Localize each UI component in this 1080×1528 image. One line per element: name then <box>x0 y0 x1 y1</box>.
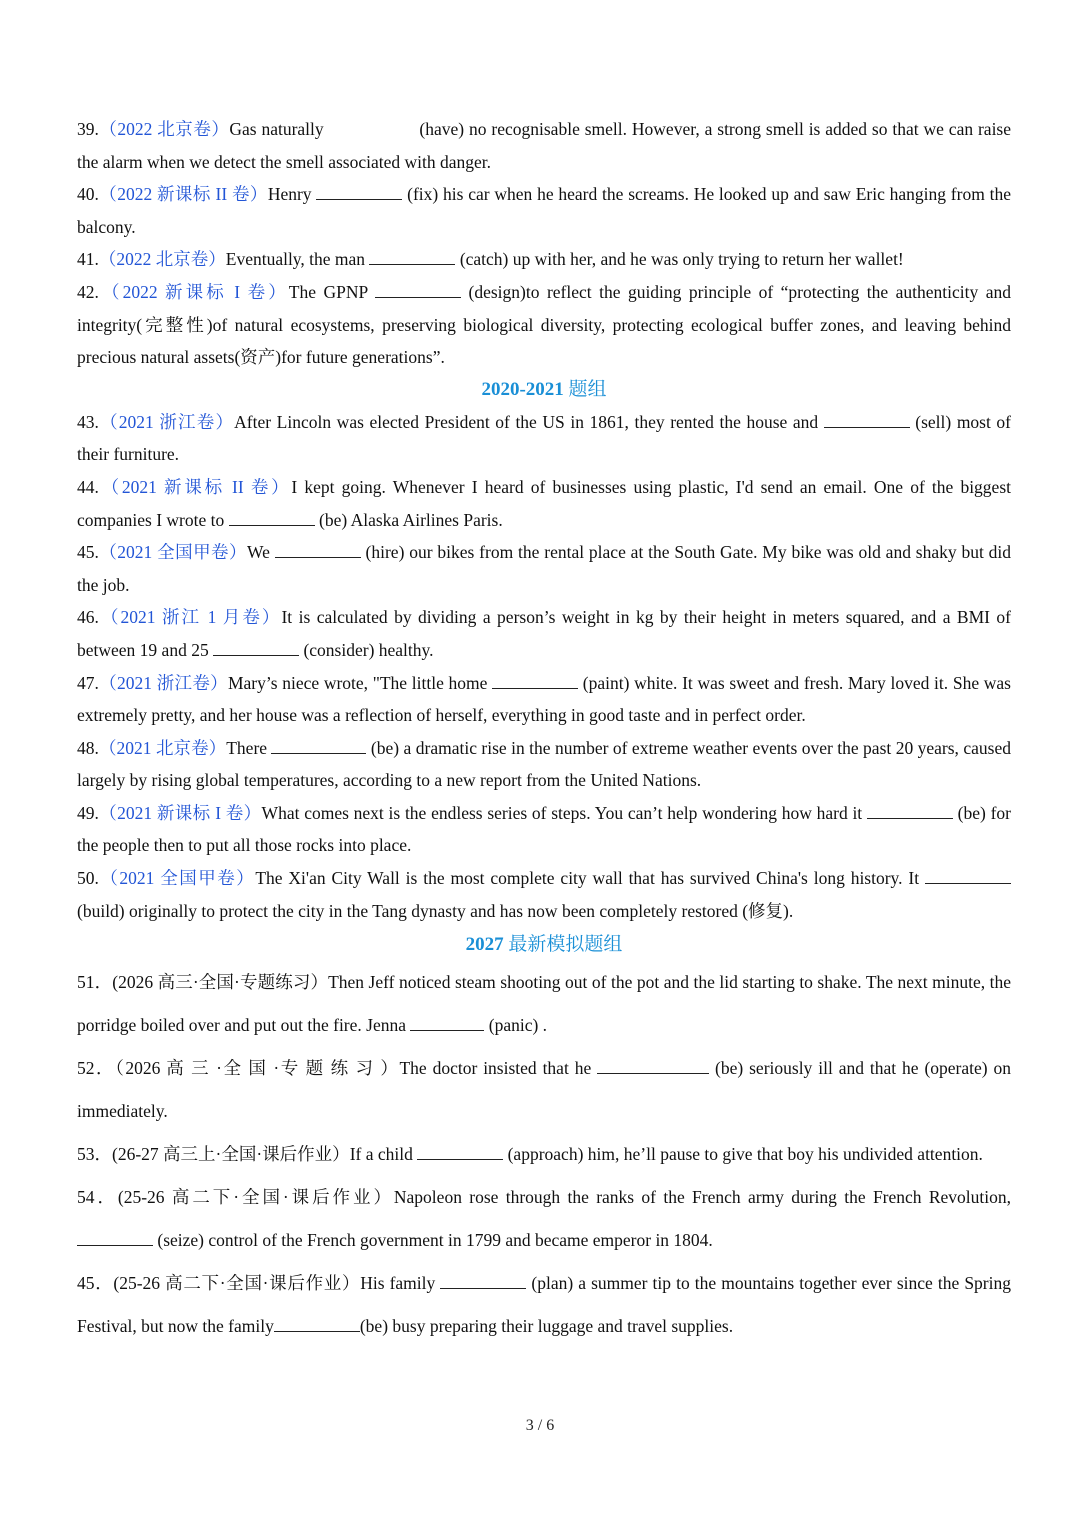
question-source: （2022 北京卷） <box>98 249 226 270</box>
question-source: （2021 北京卷） <box>98 737 227 758</box>
question-40: 40.（2022 新课标 II 卷）Henry (fix) his car when he heard the screams. He looked up and saw Eric hanging from the balcony. <box>77 178 1011 243</box>
answer-blank[interactable] <box>274 1314 360 1333</box>
question-source: （2026 高 三 ·全 国 ·专 题 练 习 ） <box>115 1058 400 1079</box>
answer-blank[interactable] <box>417 1142 503 1161</box>
answer-blank[interactable] <box>329 118 415 136</box>
question-42: 42.（2022 新课标 I 卷）The GPNP (design)to reflect the guiding principle of “protecting the authenticity and integrity(完整性)of natural ecosystems, preserving biological diversity, protecting ecological buffer zones, and leaving behind precious natural assets(资产)for future generations”. <box>77 276 1011 374</box>
answer-blank[interactable] <box>597 1056 709 1075</box>
question-44: 44.（2021 新课标 II 卷）I kept going. Whenever I heard of businesses using plastic, I'd send an email. One of the biggest companies I wrote to (be) Alaska Airlines Paris. <box>77 476 1011 530</box>
question-source: （2022 北京卷） <box>98 119 230 139</box>
question-source: （2021 新课标 I 卷） <box>98 802 262 823</box>
answer-blank[interactable] <box>824 409 910 428</box>
question-39: 39.（2022 北京卷）Gas naturally (have) no recognisable smell. However, a strong smell is added so that we can raise the alarm when we detect the smell associated with danger. <box>77 119 1012 172</box>
answer-blank[interactable] <box>77 1228 153 1247</box>
answer-blank[interactable] <box>369 247 455 266</box>
question-source: （2021 浙江卷） <box>98 672 228 693</box>
question-source: （2021 全国甲卷） <box>98 868 256 889</box>
answer-blank[interactable] <box>271 735 366 754</box>
question-source: （2022 新课标 I 卷） <box>98 281 289 302</box>
answer-blank[interactable] <box>375 279 461 298</box>
question-source: （2021 全国甲卷） <box>98 542 247 563</box>
question-source: （2021 新课标 II 卷） <box>98 476 292 497</box>
question-source: （2022 新课标 II 卷） <box>98 184 268 205</box>
question-54: 54．(25-26 高二下·全国·课后作业）Napoleon rose through the ranks of the French army during the French Revolution, (seize) control of the French government in 1799 and became emperor in 1804. <box>77 1187 1012 1251</box>
question-49: 49.（2021 新课标 I 卷）What comes next is the endless series of steps. You can’t help wondering how hard it (be) for the people then to put all those rocks into place. <box>77 797 1011 862</box>
answer-blank[interactable] <box>213 637 299 656</box>
question-source: (25-26 高二下·全国·课后作业） <box>117 1187 394 1208</box>
answer-blank[interactable] <box>275 540 361 559</box>
question-51: 51．(2026 高三·全国·专题练习）Then Jeff noticed steam shooting out of the pot and the lid starting to shake. The next minute, the porridge boiled over and put out the fire. Jenna (panic) . <box>77 972 1012 1036</box>
answer-blank[interactable] <box>229 507 315 526</box>
answer-blank[interactable] <box>492 670 578 689</box>
exercise-content <box>77 113 1011 1348</box>
question-45: 45.（2021 全国甲卷）We (hire) our bikes from the rental place at the South Gate. My bike was old and shaky but did the job. <box>77 536 1011 601</box>
question-50: 50.（2021 全国甲卷）The Xi'an City Wall is the most complete city wall that has survived China's long history. It (build) originally to protect the city in the Tang dynasty and has now been completely restored (修复). <box>77 862 1011 927</box>
page-number: 3 / 6 <box>525 1417 555 1434</box>
answer-blank[interactable] <box>867 800 953 819</box>
question-46: 46.（2021 浙江 1 月卷）It is calculated by dividing a person’s weight in kg by their height in meters squared, and a BMI of between 19 and 25 (consider) healthy. <box>77 607 1011 660</box>
section-heading-2027: 2027 最新模拟题组 <box>465 934 623 956</box>
question-52: 52．（2026 高 三 ·全 国 ·专 题 练 习 ）The doctor insisted that he (be) seriously ill and that he (operate) on immediately. <box>77 1047 1011 1133</box>
section-heading-2020-2021: 2020-2021 题组 <box>481 378 607 400</box>
question-45b: 45．(25-26 高二下·全国·课后作业）His family (plan) a summer tip to the mountains together ever since the Spring Festival, but now the family (be) busy preparing their luggage and travel supplies. <box>77 1262 1011 1348</box>
question-41: 41.（2022 北京卷）Eventually, the man (catch) up with her, and he was only trying to return her wallet! <box>77 243 1011 276</box>
question-47: 47.（2021 浙江卷）Mary’s niece wrote, "The little home (paint) white. It was sweet and fresh. Mary loved it. She was extremely pretty, and her house was a reflection of herself, everything in good taste and in perfect order. <box>77 667 1011 732</box>
question-source: (2026 高三·全国·专题练习） <box>112 972 329 993</box>
question-48: 48.（2021 北京卷）There (be) a dramatic rise in the number of extreme weather events over the past 20 years, caused largely by rising global temperatures, according to a new report from the United Nations. <box>77 732 1011 797</box>
question-43: 43.（2021 浙江卷）After Lincoln was elected President of the US in 1861, they rented the house and (sell) most of their furniture. <box>77 406 1011 471</box>
answer-blank[interactable] <box>316 182 402 201</box>
question-source: （2021 浙江卷） <box>98 411 235 432</box>
question-source: (26-27 高三上·全国·课后作业） <box>112 1144 350 1165</box>
question-source: (25-26 高二下·全国·课后作业） <box>113 1273 361 1294</box>
answer-blank[interactable] <box>925 866 1011 885</box>
question-53: 53．(26-27 高三上·全国·课后作业）If a child (approach) him, he’ll pause to give that boy his undivided attention. <box>77 1133 1011 1176</box>
answer-blank[interactable] <box>440 1271 526 1290</box>
question-source: （2021 浙江 1 月卷） <box>98 607 282 628</box>
answer-blank[interactable] <box>410 1013 484 1032</box>
